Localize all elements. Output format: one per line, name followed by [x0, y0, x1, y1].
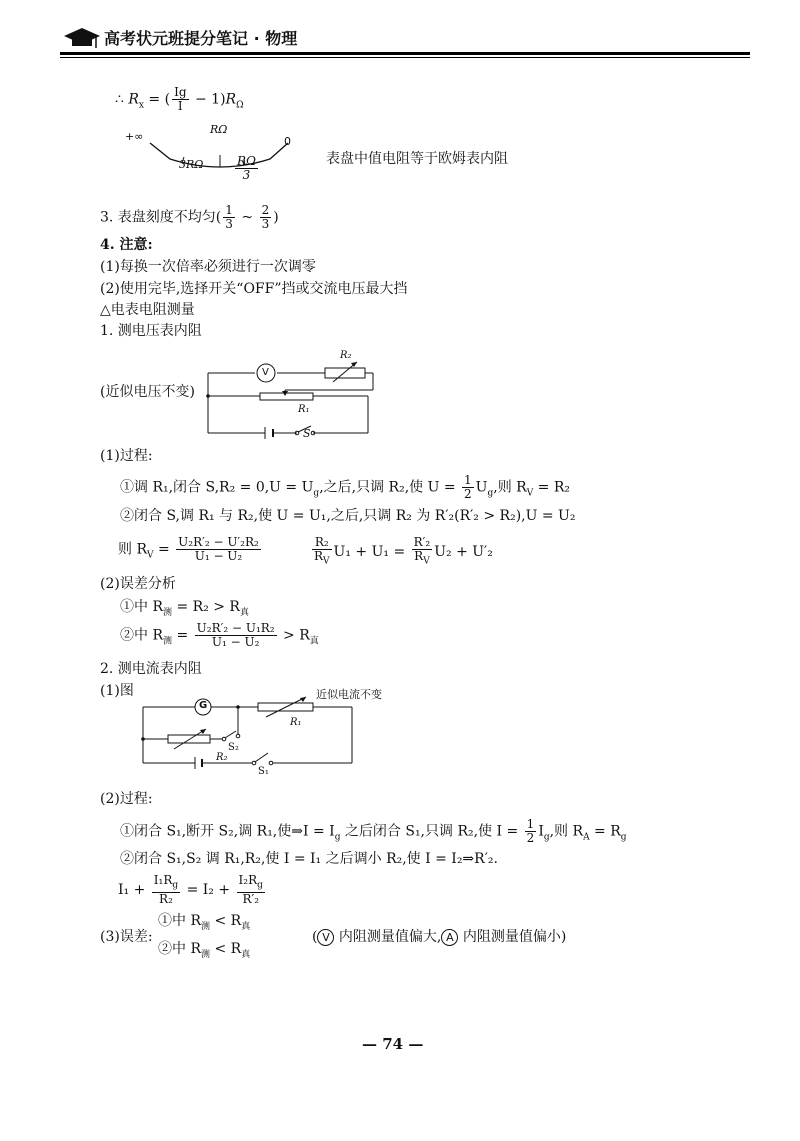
- aeq-f1-den: R₂: [159, 892, 173, 907]
- ammeter-proc-1: [120, 818, 627, 846]
- aeq-a: I₁ +: [118, 882, 150, 899]
- dial-zero-label: 0: [284, 135, 291, 148]
- ap1-frac-n: 1: [526, 817, 535, 831]
- ammeter-proc-title: (2)过程:: [100, 791, 153, 807]
- ammeter-fig-label: (1)图: [100, 683, 134, 699]
- conclusion-a: 内阻测量值偏小): [458, 929, 567, 945]
- page-number: — 74 —: [362, 1035, 424, 1053]
- formula-rx-sub: x: [138, 100, 144, 111]
- ammeter-hint: 近似电流不变: [316, 688, 382, 701]
- item3-f2-den: 3: [261, 217, 270, 231]
- ammeter-r2-label: R₂: [216, 752, 228, 763]
- eq2-frac1: [312, 536, 332, 568]
- rv-den: U₁ − U₂: [194, 549, 243, 563]
- eq2-frac2: [412, 536, 433, 568]
- ae2-sub1: 测: [201, 949, 211, 960]
- vp1-frac: [462, 474, 474, 501]
- graduation-cap-icon: [62, 24, 102, 52]
- item-3: [100, 204, 279, 231]
- ae2-a: ②中 R: [158, 941, 201, 957]
- item3-f2-num: 2: [261, 203, 270, 217]
- ve2-a: ②中 R: [120, 627, 163, 644]
- ve2-sub2: 真: [309, 636, 319, 647]
- volt-hint: (近似电压不变): [100, 384, 195, 400]
- ae1-sub1: 测: [201, 921, 211, 932]
- note-1: (1)每换一次倍率必须进行一次调零: [100, 259, 316, 275]
- formula-tail: − 1: [190, 91, 221, 108]
- item3-f1-den: 3: [225, 217, 233, 231]
- ve1-b: = R₂ > R: [172, 599, 240, 615]
- aeq-f2-num: [237, 874, 265, 893]
- aeq-mid: = I₂ +: [182, 882, 235, 899]
- volt-s-label: S: [303, 427, 311, 440]
- aeq-frac2: [237, 874, 265, 906]
- volt-v-label: V: [262, 367, 269, 378]
- item3-post: ): [273, 209, 279, 226]
- ve2-den: U₁ − U₂: [211, 635, 260, 649]
- volt-err-title: (2)误差分析: [100, 576, 176, 592]
- eq2-f2-den-sub: V: [423, 556, 430, 567]
- volt-proc-title: (1)过程:: [100, 448, 153, 464]
- ammeter-err-label: (3)误差:: [100, 929, 153, 945]
- dial-mid-label: RΩ: [210, 123, 228, 136]
- ap1-c-sub: g: [543, 832, 550, 843]
- ve2-b: =: [172, 627, 193, 644]
- rv-frac: [176, 536, 261, 563]
- vp1-a: ①调 R₁,闭合 S,R₂ = 0,U = U: [120, 479, 314, 496]
- ammeter-err-2: [158, 940, 250, 964]
- ae1-sub2: 真: [241, 921, 251, 932]
- item3-pre: 3. 表盘刻度不均匀(: [100, 209, 222, 226]
- dial-third-label: [233, 155, 260, 182]
- ammeter-r1-label: R₁: [290, 717, 302, 728]
- ap1-frac-d: 2: [526, 831, 535, 845]
- item3-frac2: [260, 204, 272, 231]
- vp1-d-sub: V: [526, 488, 534, 499]
- ammeter-eq: [118, 874, 267, 906]
- vp1-e: = R₂: [533, 479, 570, 496]
- volt-proc-1: [120, 474, 570, 502]
- formula-rx: R: [128, 91, 139, 108]
- eq2-tail: U₂ + U′₂: [434, 544, 493, 561]
- ve2-num: U₂R′₂ − U₁R₂: [196, 621, 275, 635]
- aeq-f2-den: R′₂: [242, 892, 260, 907]
- ap1-frac: [525, 818, 537, 845]
- eq2-f2-num: R′₂: [413, 535, 431, 549]
- ap1-e: = R: [589, 823, 621, 840]
- aeq-f2-num-sub: g: [257, 880, 263, 891]
- aeq-f2-num-main: I₂R: [238, 873, 258, 887]
- ap1-d-sub: A: [583, 832, 590, 843]
- volt-eq2: [310, 536, 493, 568]
- eq2-f2-den-main: R: [414, 549, 424, 563]
- vp1-sub: g: [313, 488, 320, 499]
- ap1-b: 之后闭合 S₁,只调 R₂,使 I =: [340, 823, 523, 840]
- frac-den: I: [177, 99, 183, 113]
- eq2-f2-den: [412, 550, 433, 568]
- dial-third-num: RΩ: [237, 154, 256, 168]
- formula-fraction: [172, 86, 188, 113]
- ap1-c: I: [538, 823, 544, 840]
- rv-then-sub: V: [147, 550, 154, 561]
- volt-err-1: [120, 598, 249, 622]
- conclusion-open: (: [312, 929, 318, 945]
- aeq-f1-num-main: I₁R: [153, 873, 173, 887]
- ammeter-title: 2. 测电流表内阻: [100, 661, 202, 677]
- eq2-f1-den-sub: V: [323, 556, 330, 567]
- ae1-b: < R: [210, 913, 242, 929]
- vp1-c: U: [475, 479, 488, 496]
- ammeter-proc-2: ②闭合 S₁,S₂ 调 R₁,R₂,使 I = I₁ 之后调小 R₂,使 I = I₂⇒R′₂.: [120, 851, 498, 867]
- rv-num: U₂R′₂ − U′₂R₂: [178, 535, 259, 549]
- eq2-f1-den-main: R: [314, 549, 324, 563]
- voltmeter-title: 1. 测电压表内阻: [100, 323, 202, 339]
- page-header-title: 高考状元班提分笔记 · 物理: [104, 29, 298, 48]
- vp1-frac-n: 1: [464, 473, 472, 487]
- ammeter-err-1: [158, 912, 250, 936]
- ammeter-circuit-diagram: [140, 695, 360, 780]
- ae1-a: ①中 R: [158, 913, 201, 929]
- ap1-d: ,则 R: [549, 823, 584, 840]
- ap1-a: ①闭合 S₁,断开 S₂,调 R₁,使⇒I = I: [120, 823, 335, 840]
- ve2-c: > R: [278, 627, 310, 644]
- vp1-c-sub: g: [487, 488, 494, 499]
- ammeter-conclusion: [312, 928, 566, 946]
- dial-3r-label: 3RΩ: [179, 158, 204, 171]
- vp1-b: ,之后,只调 R₂,使 U =: [319, 479, 461, 496]
- formula-rs: R: [225, 91, 237, 108]
- header-rule-thin: [60, 57, 750, 58]
- dial-infinity-label: +∞: [125, 130, 144, 143]
- eq2-f1-num: R₂: [312, 536, 332, 550]
- ap1-sub: g: [334, 832, 341, 843]
- voltmeter-circle-icon: V: [317, 929, 334, 946]
- ae2-b: < R: [210, 941, 242, 957]
- ve2-sub1: 测: [163, 636, 173, 647]
- formula-rs-sub: Ω: [236, 100, 244, 111]
- ammeter-s2-label: S₂: [228, 742, 239, 753]
- ve1-sub2: 真: [239, 607, 249, 618]
- rv-then: 则 R: [118, 541, 147, 558]
- dial-note: 表盘中值电阻等于欧姆表内阻: [326, 151, 508, 167]
- item3-mid: ~: [236, 209, 258, 226]
- ve2-frac: [195, 622, 277, 649]
- volt-proc-2: ②闭合 S,调 R₁ 与 R₂,使 U = U₁,之后,只调 R₂ 为 R′₂(R′₂ > R₂),U = U₂: [120, 508, 576, 524]
- ammeter-circle-icon: A: [441, 929, 458, 946]
- item3-f1-num: 1: [225, 203, 233, 217]
- vp1-d: ,则 R: [493, 479, 527, 496]
- ve1-a: ①中 R: [120, 599, 163, 615]
- item-4: 4. 注意:: [100, 237, 153, 253]
- meter-section-title: △电表电阻测量: [100, 302, 195, 318]
- ae2-sub2: 真: [241, 949, 251, 960]
- note-2: (2)使用完毕,选择开关“OFF”挡或交流电压最大挡: [100, 281, 408, 297]
- formula-eq: =: [143, 91, 165, 108]
- aeq-f1-num: [152, 874, 180, 893]
- voltmeter-circuit-diagram: [205, 348, 385, 443]
- item3-frac1: [223, 204, 235, 231]
- dial-third-frac: [235, 155, 258, 182]
- ap1-e-sub: g: [620, 832, 627, 843]
- conclusion-v: 内阻测量值偏大,: [334, 929, 442, 945]
- volt-rv-formula: [118, 536, 263, 564]
- vp1-frac-d: 2: [464, 487, 472, 501]
- therefore-sign: ∴: [115, 91, 129, 108]
- dial-third-den: 3: [242, 168, 251, 182]
- rv-eq: =: [153, 541, 175, 558]
- aeq-f1-num-sub: g: [172, 880, 179, 891]
- volt-r2-label: R₂: [340, 350, 352, 361]
- volt-err-2: [120, 622, 319, 650]
- volt-r1-label: R₁: [298, 404, 310, 415]
- ohm-formula: ∴ $R_x$ = ( $\frac{Ig}{I}$ − $1)R_\Omega$: [115, 85, 244, 113]
- header-rule: [60, 52, 750, 55]
- ammeter-g-label: G: [199, 700, 208, 711]
- aeq-frac1: [152, 874, 180, 906]
- ve1-sub1: 测: [163, 607, 173, 618]
- eq2-mid: U₁ + U₁ =: [333, 544, 410, 561]
- frac-num: Ig: [174, 85, 187, 99]
- eq2-f1-den: [312, 550, 332, 568]
- ammeter-s1-label: S₁: [258, 766, 269, 777]
